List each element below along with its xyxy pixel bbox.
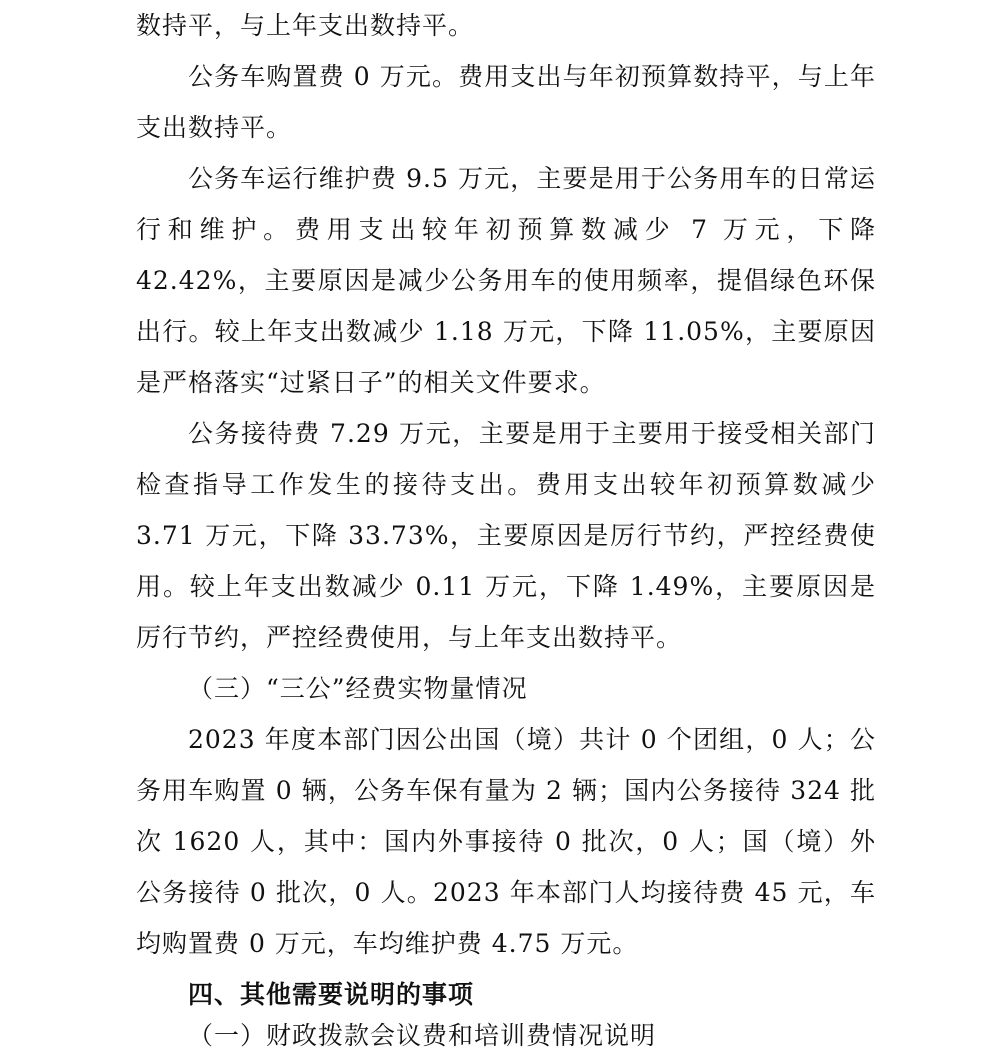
section-heading-3: （三）“三公”经费实物量情况 (188, 674, 528, 703)
paragraph-vehicle-maintenance: 公务车运行维护费 9.5 万元，主要是用于公务用车的日常运行和维护。费用支出较年初预算数减少 7 万元，下降 42.42%，主要原因是减少公务用车的使用频率，提倡绿色环保出行。较上年支出数减少 1.18 万元，下降 11.05%，主要原因是严格落实“过紧日子”的相关文件要求。 (136, 164, 876, 397)
paragraph-physical-quantity: 2023 年度本部门因公出国（境）共计 0 个团组，0 人；公务用车购置 0 辆，公务车保有量为 2 辆；国内公务接待 324 批次 1620 人，其中：国内外事接待 0 批次，0 人；国（境）外公务接待 0 批次，0 人。2023 年本部门人均接待费 45 元，车均购置费 0 万元，车均维护费 4.75 万元。 (136, 725, 876, 958)
paragraph-reception: 公务接待费 7.29 万元，主要是用于主要用于接受相关部门检查指导工作发生的接待支出。费用支出较年初预算数减少 3.71 万元，下降 33.73%，主要原因是厉行节约，严控经费使用。较上年支出数减少 0.11 万元，下降 1.49%，主要原因是厉行节约，严控经费使用，与上年支出数持平。 (136, 419, 876, 652)
paragraph-vehicle-purchase: 公务车购置费 0 万元。费用支出与年初预算数持平，与上年支出数持平。 (136, 62, 876, 142)
section-heading-4: 四、其他需要说明的事项 (188, 980, 475, 1009)
paragraph-continuation: 数持平，与上年支出数持平。 (136, 11, 475, 40)
section-heading-4-1: （一）财政拨款会议费和培训费情况说明 (188, 1021, 657, 1050)
